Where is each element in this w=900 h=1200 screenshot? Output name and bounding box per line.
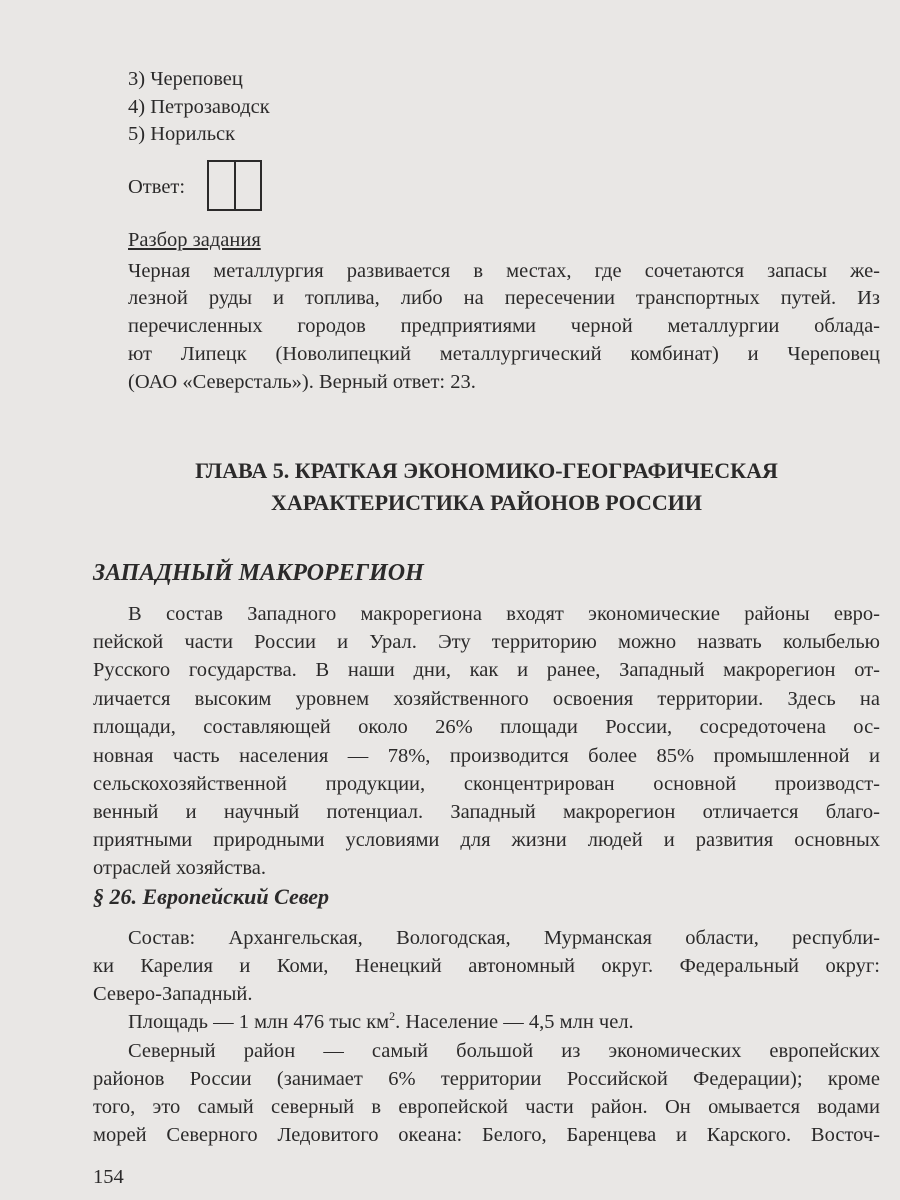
answer-cell-divider — [234, 162, 236, 209]
population-text: . Население — 4,5 млн чел. — [395, 1011, 634, 1033]
analysis-line: Черная металлургия развивается в местах, где сочетаются запасы же- — [128, 260, 880, 282]
option-4: 4) Петрозаводск — [128, 96, 270, 118]
macroregion-title: ЗАПАДНЫЙ МАКРОРЕГИОН — [93, 560, 424, 586]
section-line: Северный район — самый большой из экономических европейских — [128, 1040, 880, 1062]
analysis-title: Разбор задания — [128, 229, 261, 251]
page-number: 154 — [93, 1166, 124, 1188]
area-sup: 2 — [389, 1009, 396, 1024]
macroregion-line: Русского государства. В наши дни, как и ранее, Западный макрорегион от- — [93, 659, 880, 681]
analysis-line: лезной руды и топлива, либо на пересечении транспортных путей. Из — [128, 287, 880, 309]
option-3: 3) Череповец — [128, 68, 243, 90]
section-line: районов России (занимает 6% территории Российской Федерации); кроме — [93, 1068, 880, 1090]
analysis-line: ют Липецк (Новолипецкий металлургический комбинат) и Череповец — [128, 343, 880, 365]
chapter-title-line1: ГЛАВА 5. КРАТКАЯ ЭКОНОМИКО-ГЕОГРАФИЧЕСКАЯ — [195, 458, 778, 483]
answer-label: Ответ: — [128, 176, 186, 198]
macroregion-line: пейской части России и Урал. Эту территорию можно назвать колыбелью — [93, 631, 880, 653]
macroregion-line: площади, составляющей около 26% площади России, сосредоточена ос- — [93, 716, 880, 738]
composition-line: ки Карелия и Коми, Ненецкий автономный округ. Федеральный округ: — [93, 955, 880, 977]
option-5: 5) Норильск — [128, 123, 236, 145]
macroregion-line: личается высоким уровнем хозяйственного освоения территории. Здесь на — [93, 688, 880, 710]
answer-box[interactable] — [207, 160, 262, 211]
section-title: § 26. Европейский Север — [93, 884, 330, 909]
chapter-title-line2: ХАРАКТЕРИСТИКА РАЙОНОВ РОССИИ — [271, 490, 702, 515]
composition-line: Северо-Западный. — [93, 983, 253, 1005]
analysis-line: перечисленных городов предприятиями черной металлургии облада- — [128, 315, 880, 337]
area-population — [128, 1009, 880, 1035]
macroregion-line: венный и научный потенциал. Западный макрорегион отличается благо- — [93, 801, 880, 823]
area-text: Площадь — 1 млн 476 тыс км — [128, 1011, 390, 1033]
composition-line: Состав: Архангельская, Вологодская, Мурманская области, республи- — [128, 927, 880, 949]
macroregion-line: приятными природными условиями для жизни людей и развития основных — [93, 829, 880, 851]
macroregion-line: сельскохозяйственной продукции, сконцентрирован основной производст- — [93, 773, 880, 795]
macroregion-line: отраслей хозяйства. — [93, 857, 266, 879]
analysis-line: (ОАО «Северсталь»). Верный ответ: 23. — [128, 371, 476, 393]
section-line: того, это самый северный в европейской части район. Он омывается водами — [93, 1096, 880, 1118]
macroregion-line: В состав Западного макрорегиона входят экономические районы евро- — [128, 603, 880, 625]
macroregion-line: новная часть населения — 78%, производится более 85% промышленной и — [93, 745, 880, 767]
section-line: морей Северного Ледовитого океана: Белого, Баренцева и Карского. Восточ- — [93, 1124, 880, 1146]
